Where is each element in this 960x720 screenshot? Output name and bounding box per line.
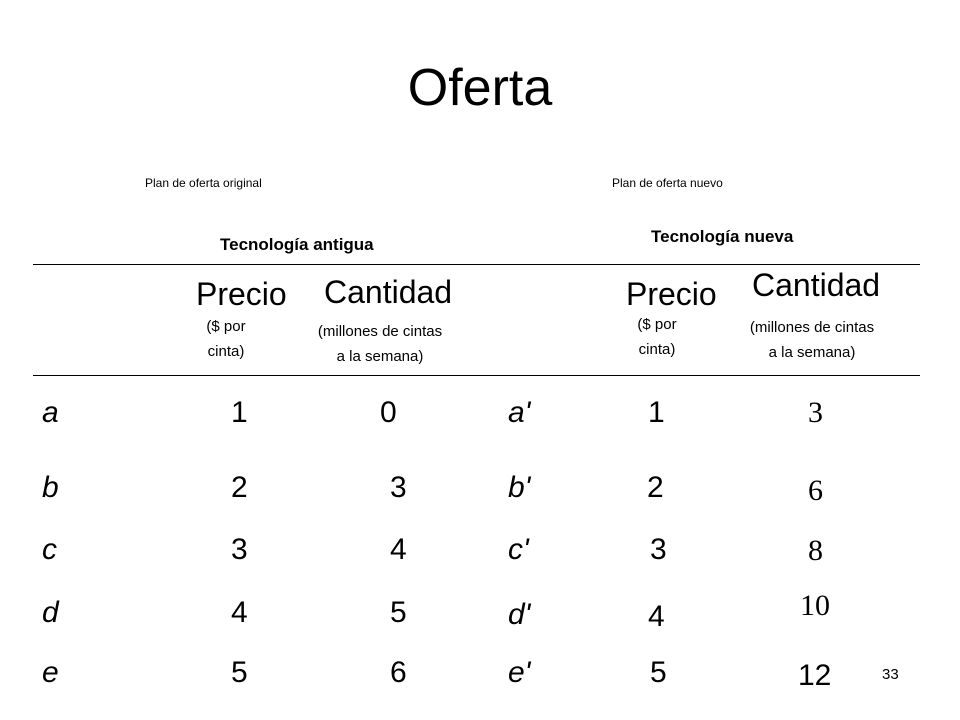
row-label: c	[42, 533, 57, 566]
cantidad-unit-line2: a la semana)	[768, 344, 856, 361]
row-label: d	[42, 596, 59, 629]
precio-unit-old	[186, 314, 266, 364]
cantidad-unit-line1: (millones de cintas	[317, 323, 443, 340]
price-old-cell: 3	[231, 533, 248, 566]
cantidad-unit-line2: a la semana)	[336, 348, 424, 365]
slide-title: Oferta	[407, 59, 553, 117]
page-number: 33	[882, 666, 899, 683]
cantidad-unit-old	[282, 319, 478, 369]
row-label-new: e'	[508, 656, 531, 689]
qty-new-cell: 6	[808, 474, 823, 507]
cantidad-unit-line1: (millones de cintas	[749, 319, 875, 336]
plan-new-label: Plan de oferta nuevo	[612, 176, 723, 190]
qty-new-cell: 3	[808, 396, 823, 429]
qty-old-cell: 6	[390, 656, 407, 689]
tech-new-heading: Tecnología nueva	[651, 227, 794, 246]
price-new-cell: 5	[650, 656, 667, 689]
price-new-cell: 2	[647, 471, 664, 504]
qty-old-cell: 4	[390, 533, 407, 566]
header-bottom-rule	[33, 375, 920, 376]
qty-old-cell: 0	[380, 396, 397, 429]
qty-old-cell: 5	[390, 596, 407, 629]
row-label: b	[42, 471, 59, 504]
precio-header-old: Precio	[196, 276, 287, 312]
precio-unit-new	[617, 312, 697, 362]
qty-old-cell: 3	[390, 471, 407, 504]
cantidad-header-new: Cantidad	[752, 267, 881, 303]
price-old-cell: 4	[231, 596, 248, 629]
qty-new-cell: 12	[798, 659, 832, 692]
price-old-cell: 5	[231, 656, 248, 689]
price-new-cell: 3	[650, 533, 667, 566]
qty-new-cell: 8	[808, 534, 823, 567]
precio-unit-line1: ($ por	[637, 316, 677, 333]
qty-new-cell: 10	[800, 589, 830, 622]
row-label: a	[42, 396, 59, 429]
price-new-cell: 1	[648, 396, 665, 429]
precio-header-new: Precio	[626, 276, 717, 312]
price-old-cell: 2	[231, 471, 248, 504]
precio-unit-line1: ($ por	[206, 318, 246, 335]
row-label-new: d'	[508, 598, 531, 631]
cantidad-header-old: Cantidad	[324, 274, 453, 310]
price-new-cell: 4	[648, 600, 665, 633]
cantidad-unit-new	[714, 315, 910, 365]
precio-unit-line2: cinta)	[207, 343, 245, 360]
price-old-cell: 1	[231, 396, 248, 429]
row-label-new: c'	[508, 533, 529, 566]
row-label-new: a'	[508, 396, 531, 429]
precio-unit-line2: cinta)	[638, 341, 676, 358]
plan-original-label: Plan de oferta original	[145, 176, 262, 190]
row-label-new: b'	[508, 471, 531, 504]
tech-old-heading: Tecnología antigua	[220, 235, 374, 254]
header-top-rule	[33, 264, 920, 265]
row-label: e	[42, 656, 59, 689]
